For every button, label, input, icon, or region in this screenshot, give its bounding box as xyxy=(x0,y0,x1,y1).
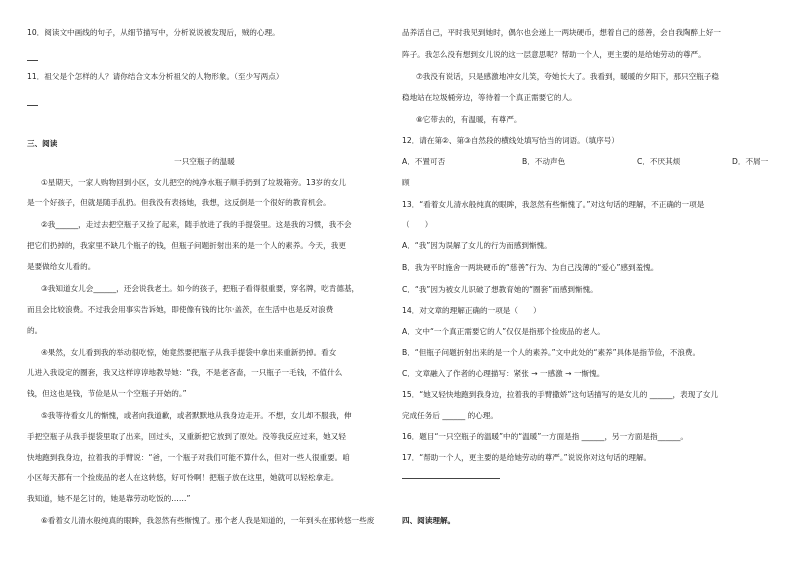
option-d-continued: 顾 xyxy=(402,178,410,187)
question-16: 16．题目“一只空瓶子的温暖”中的“温暖”一方面是指 ______，另一方面是指______。 xyxy=(402,432,688,441)
paragraph-line: ③我知道女儿会______，还会说我老土。如今的孩子，把瓶子看得很重要，穿名牌，吃肯德基， xyxy=(41,284,360,293)
paragraph-line: 把它们扔掉的，我家里不缺几个瓶子的钱，但瓶子问题折射出来的是一个人的素养。今天，我更 xyxy=(27,241,346,250)
paragraph-line: 而且会比较浪费。不过我会用事实告诉她，即使像有钱的比尔·盖茨，在生活中也是反对浪费 xyxy=(27,305,334,314)
paragraph-line: ⑤我等待看女儿的惭愧，或者向我道歉，或者默默地从我身边走开。不想，女儿却不服我，伸 xyxy=(41,411,352,420)
paragraph-line: 品养活自己，平时我见到她时，偶尔也会递上一两块硬币，想着自己的慈善，会自我陶醉上好一 xyxy=(402,28,721,37)
option-a: A．文中“一个真正需要它的人”仅仅是指那个捡废品的老人。 xyxy=(402,327,605,336)
section-heading: 四、阅读理解。 xyxy=(402,516,456,525)
question-15-continued: 完成任务后 ______ 的心理。 xyxy=(402,411,498,420)
question-17: 17．“帮助一个人，更主要的是给她劳动的尊严。”说说你对这句话的理解。 xyxy=(402,453,652,462)
paragraph-line: 小区每天都有一个捡废品的老人在这转悠，好可怜啊！把瓶子放在这里，她就可以轻松拿走。 xyxy=(27,473,339,482)
question-15: 15．“她又轻快地跑到我身边，拉着我的手臂撒娇”这句话描写的是女儿的 ______，表现了女儿 xyxy=(402,390,719,399)
option-b: B．我为平时施舍一两块硬币的“慈善”行为、为自己浅薄的“爱心”感到羞愧。 xyxy=(402,263,659,272)
paragraph-line: 快地跑到我身边，拉着我的手臂说：“爸，一个瓶子对我们可能不算什么，但对一些人很重要。咱 xyxy=(27,453,350,462)
paragraph-line: ④果然，女儿看到我的举动很吃惊，她竟然要把瓶子从我手提袋中拿出来重新扔掉。看女 xyxy=(41,348,337,357)
option-a: A．“我”因为误解了女儿的行为而感到惭愧。 xyxy=(402,241,552,250)
question-12: 12．请在第②、第③自然段的横线处填写恰当的词语。（填序号） xyxy=(402,136,619,145)
paragraph-line: 是要做给女儿看的。 xyxy=(27,262,96,271)
question-13: 13．“看着女儿清水般纯真的眼眸，我忽然有些惭愧了。”对这句话的理解，不正确的一项是 xyxy=(402,200,705,209)
paragraph-line: 手把空瓶子从我手提袋里取了出来，回过头，又重新把它放到了原处。没等我反应过来，她又轻 xyxy=(27,432,346,441)
paragraph-line: 的。 xyxy=(27,326,43,335)
paragraph-line: 阵子。我怎么没有想到女儿说的这一层意思呢？帮助一个人，更主要的是给她劳动的尊严。 xyxy=(402,50,706,59)
option-c: C．“我”因为被女儿识破了想教育她的“圈套”而感到惭愧。 xyxy=(402,285,598,294)
option-b: B．“但瓶子问题折射出来的是一个人的素养。”文中此处的“素养”具体是指节俭，不浪费。 xyxy=(402,348,701,357)
option-c: C．不厌其烦 xyxy=(637,157,681,166)
paragraph-line: ⑥看着女儿清水般纯真的眼眸，我忽然有些惭愧了。那个老人我是知道的，一年到头在那转悠一些废 xyxy=(41,516,375,525)
question-11: 11．祖父是个怎样的人？请你结合文本分析祖父的人物形象。（至少写两点） xyxy=(27,72,284,81)
answer-line xyxy=(27,60,38,61)
question-12-options xyxy=(402,157,769,168)
paragraph-line: 儿进入我设定的圈套，我又这样谆谆地教导她：“我，不是老吝啬，一只瓶子一毛钱，不值什么 xyxy=(27,368,343,377)
paragraph-line: 是一个好孩子，但就是随手乱扔。但我没有表扬她，我想，这反倒是一个很好的教育机会。 xyxy=(27,198,331,207)
passage-title: 一只空瓶子的温暖 xyxy=(174,157,235,166)
paragraph-line: 稳地站在垃圾桶旁边，等待着一个真正需要它的人。 xyxy=(402,93,577,102)
paragraph-line: ①星期天，一家人购物回到小区，女儿把空的纯净水瓶子顺手扔到了垃圾箱旁。13岁的女儿 xyxy=(41,178,347,187)
paragraph-line: ⑧它带去的，有温暖，有尊严。 xyxy=(416,115,522,124)
paragraph-line: ②我______，走过去把空瓶子又捡了起来，随手放进了我的手提袋里。这是我的习惯，我不会 xyxy=(41,220,352,229)
paragraph-line: 钱，但这也是钱，节俭是从一个空瓶子开始的。” xyxy=(27,389,187,398)
answer-line xyxy=(27,105,38,106)
answer-line xyxy=(402,478,500,479)
option-b: B．不动声色 xyxy=(522,157,566,166)
option-a: A．不置可否 xyxy=(402,157,446,166)
section-heading: 三、阅读 xyxy=(27,139,58,148)
option-c: C．文章融入了作者的心理描写：紧张 → 一感激 → 一惭愧。 xyxy=(402,369,605,378)
option-d: D．不屑一 xyxy=(732,157,769,166)
question-10: 10．阅读文中画线的句子，从细节描写中，分析说说被发现后，贼的心理。 xyxy=(27,28,280,37)
paragraph-line: ⑦我没有说话，只是感激地冲女儿笑，夸她长大了。我看到，暖暖的夕阳下，那只空瓶子稳 xyxy=(416,72,719,81)
question-14: 14．对文章的理解正确的一项是（ ） xyxy=(402,306,541,315)
paragraph-line: 我知道，她不是乞讨的，她是靠劳动吃饭的……” xyxy=(27,494,191,503)
answer-paren: （ ） xyxy=(402,220,433,229)
